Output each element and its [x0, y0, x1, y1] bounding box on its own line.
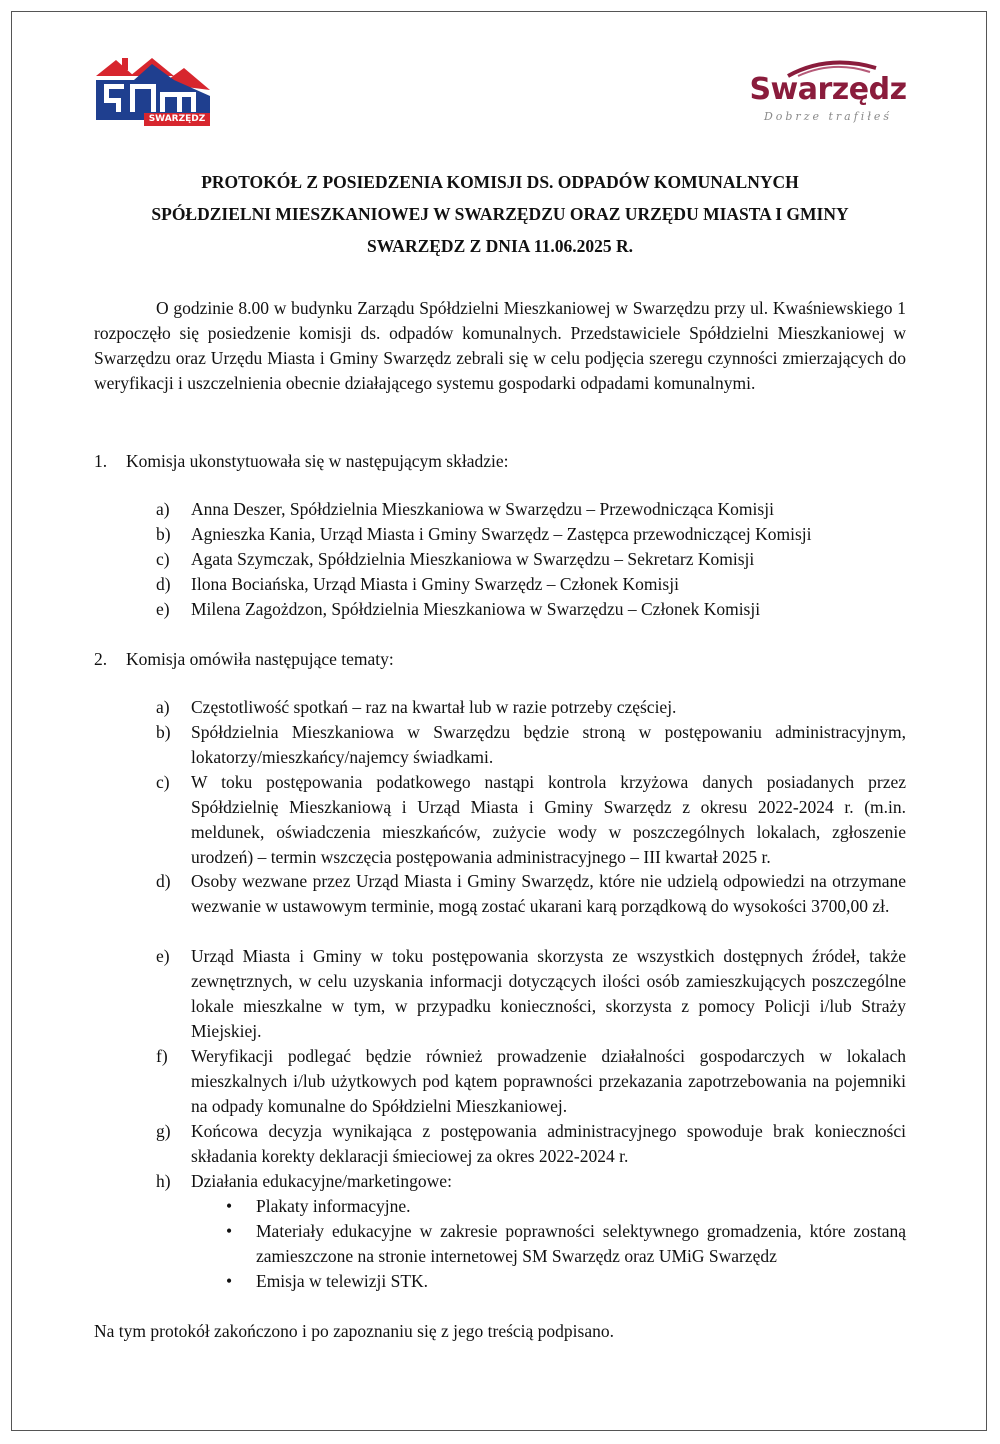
list-marker: b)	[156, 524, 171, 544]
section-heading-text: Komisja ukonstytuowała się w następującym składzie:	[126, 451, 509, 471]
title-line: SWARZĘDZ Z DNIA 11.06.2025 R.	[367, 236, 633, 256]
swarzedz-city-logo	[748, 64, 908, 126]
list-marker: e)	[156, 946, 170, 966]
list-item-text: Agnieszka Kania, Urząd Miasta i Gminy Swarzędz – Zastępca przewodniczącej Komisji	[191, 524, 812, 544]
section-number: 1.	[94, 451, 108, 471]
bullet-icon: •	[226, 1271, 233, 1291]
list-marker: d)	[156, 574, 171, 594]
bullet-item	[226, 1194, 906, 1219]
list-item	[156, 497, 906, 522]
list-item	[156, 597, 906, 622]
list-marker: d)	[156, 871, 171, 891]
list-item-text: Urząd Miasta i Gminy w toku postępowania skorzysta ze wszystkich dostępnych źródeł, także zewnętrznych, w celu uzyskania informacji dotyczących ilości osób zamieszkujących poszczególne lokale mieszkalne w tym, w przypadku konieczności, skorzysta z pomocy Policji i/lub Straży Miejskiej.	[191, 946, 906, 1041]
list-item	[156, 869, 906, 919]
list-item	[156, 522, 906, 547]
list-item-text: Ilona Bociańska, Urząd Miasta i Gminy Swarzędz – Członek Komisji	[191, 574, 679, 594]
list-item-text: Agata Szymczak, Spółdzielnia Mieszkaniowa w Swarzędzu – Sekretarz Komisji	[191, 549, 755, 569]
list-item	[156, 572, 906, 597]
bullet-text: Emisja w telewizji STK.	[256, 1271, 429, 1291]
bullet-text: Materiały edukacyjne w zakresie poprawności selektywnego gromadzenia, które zostaną zamieszczone na stronie internetowej SM Swarzędz oraz UMiG Swarzędz	[256, 1221, 906, 1266]
bullet-item	[226, 1269, 906, 1294]
list-item-text: Spółdzielnia Mieszkaniowa w Swarzędzu będzie stroną w postępowaniu administracyjnym, lokatorzy/mieszkańcy/najemcy świadkami.	[191, 722, 906, 767]
list-item	[156, 547, 906, 572]
list-item-text: Weryfikacji podlegać będzie również prowadzenie działalności gospodarczych w lokalach mieszkalnych i/lub użytkowych pod kątem poprawności przekazania zapotrzebowania na pojemniki na odpady komunalne do Spółdzielni Mieszkaniowej.	[191, 1046, 906, 1116]
list-item-text: Końcowa decyzja wynikająca z postępowania administracyjnego spowoduje brak konieczności składania korekty deklaracji śmieciowej za okres 2022-2024 r.	[191, 1121, 906, 1166]
list-item	[156, 770, 906, 870]
sm-swarzedz-logo	[94, 54, 212, 128]
list-item-text: Milena Zagożdzon, Spółdzielnia Mieszkaniowa w Swarzędzu – Członek Komisji	[191, 599, 761, 619]
sm-logo-text: SWARZĘDZ	[148, 114, 206, 124]
section-number: 2.	[94, 649, 108, 669]
bullet-icon: •	[226, 1221, 233, 1241]
title-line: SPÓŁDZIELNI MIESZKANIOWEJ W SWARZĘDZU ORAZ URZĘDU MIASTA I GMINY	[151, 204, 849, 224]
list-item-text: Częstotliwość spotkań – raz na kwartał lub w razie potrzeby częściej.	[191, 697, 677, 717]
list-item	[156, 695, 906, 720]
list-marker: f)	[156, 1046, 168, 1066]
list-item-text: Osoby wezwane przez Urząd Miasta i Gminy Swarzędz, które nie udzielą odpowiedzi na otrzymane wezwanie w ustawowym terminie, mogą zostać ukarani karą porządkową do wysokości 3700,00 zł.	[191, 871, 906, 916]
section-heading-text: Komisja omówiła następujące tematy:	[126, 649, 394, 669]
section-2-heading	[94, 647, 394, 672]
list-item-text: Działania edukacyjne/marketingowe:	[191, 1171, 452, 1191]
list-item	[156, 1044, 906, 1119]
closing-paragraph: Na tym protokół zakończono i po zapoznaniu się z jego treścią podpisano.	[94, 1321, 614, 1341]
list-marker: a)	[156, 499, 170, 519]
list-item	[156, 1169, 906, 1194]
list-marker: h)	[156, 1171, 171, 1191]
list-item-text: W toku postępowania podatkowego nastąpi kontrola krzyżowa danych posiadanych przez Spółdzielnię Mieszkaniową i Urząd Miasta i Gminy Swarzędz z okresu 2022-2024 r. (m.in. meldunek, oświadczenia mieszkańców, zużycie wody w poszczególnych lokalach, zgłoszenie urodzeń) – termin wszczęcia postępowania administracyjnego – III kwartał 2025 r.	[191, 772, 906, 867]
list-item	[156, 944, 906, 1044]
bullet-icon: •	[226, 1196, 233, 1216]
list-item	[156, 1119, 906, 1169]
list-item-text: Anna Deszer, Spółdzielnia Mieszkaniowa w Swarzędzu – Przewodnicząca Komisji	[191, 499, 774, 519]
list-marker: b)	[156, 722, 171, 742]
bullet-text: Plakaty informacyjne.	[256, 1196, 411, 1216]
document-title	[94, 166, 906, 262]
list-marker: e)	[156, 599, 170, 619]
bullet-item	[226, 1219, 906, 1269]
swarzedz-logo-tagline: Dobrze trafiłeś	[763, 110, 893, 123]
list-marker: a)	[156, 697, 170, 717]
list-marker: c)	[156, 549, 170, 569]
list-item	[156, 720, 906, 770]
title-line: PROTOKÓŁ Z POSIEDZENIA KOMISJI DS. ODPADÓW KOMUNALNYCH	[201, 172, 799, 192]
list-marker: g)	[156, 1121, 171, 1141]
list-marker: c)	[156, 772, 170, 792]
swarzedz-logo-word: Swarzędz	[749, 72, 907, 107]
intro-paragraph: O godzinie 8.00 w budynku Zarządu Spółdzielni Mieszkaniowej w Swarzędzu przy ul. Kwaśniewskiego 1 rozpoczęło się posiedzenie komisji ds. odpadów komunalnych. Przedstawiciele Spółdzielni Mieszkaniowej w Swarzędzu oraz Urzędu Miasta i Gminy Swarzędz zebrali się w celu podjęcia szeregu czynności zmierzających do weryfikacji i uszczelnienia obecnie działającego systemu gospodarki odpadami komunalnymi.	[94, 298, 906, 393]
section-1-heading	[94, 449, 509, 474]
